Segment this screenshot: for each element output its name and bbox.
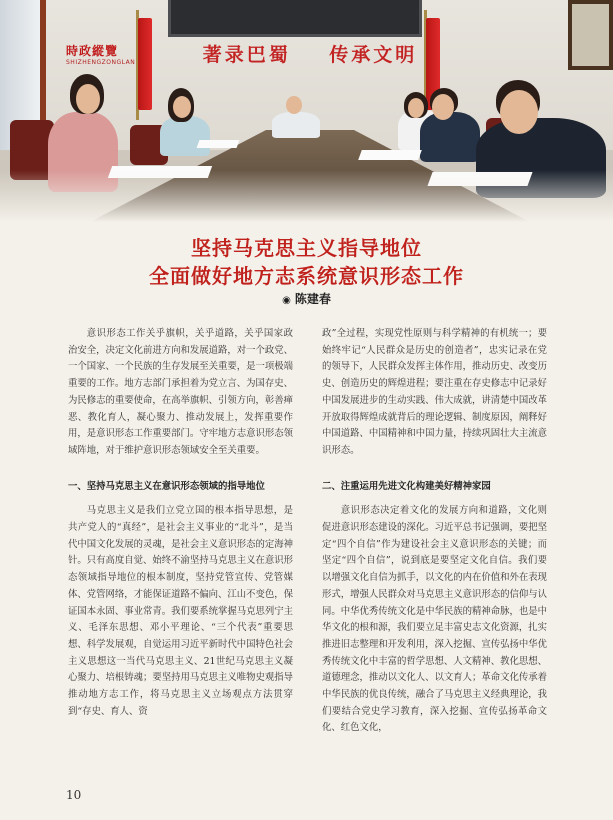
display-screen [168, 0, 422, 37]
left-column [68, 326, 293, 720]
attendee [272, 112, 320, 138]
attendee-head [76, 84, 100, 114]
header-photo [0, 0, 613, 222]
right-column [322, 326, 547, 737]
bullet-icon: ◉ [282, 295, 291, 306]
masthead-title: 時政縱覽 [66, 44, 119, 58]
section-2-paragraph: 意识形态决定着文化的发展方向和道路，文化则促进意识形态建设的深化。习近平总书记强调，要把坚定“四个自信”作为建设社会主义意识形态的关键；而坚定“四个自信”，说到底是要坚定文化自信。我们要以增强文化自信为抓手，以文化的内在价值和外在表现形式，增强人民群众对马克思主义意识形态的信仰与认同。中华优秀传统文化是中华民族的精神命脉，也是中华文化的根和源，我们要立足丰富史志文化资源，扎实推进旧志整理和开发利用，深入挖掘、宣传弘扬中华优秀传统文化中丰富的哲学思想、人文精神、教化思想、道德理念，推动以文化人、以文育人；革命文化传承着中华民族的优良传统，融合了马克思主义经典理论，我们要结合党史学习教育，深入挖掘、宣传弘扬革命文化、红色文化， [322, 505, 548, 734]
attendee-head [286, 96, 302, 114]
author-name: 陈建春 [294, 292, 331, 306]
article-title-line1: 坚持马克思主义指导地位 [191, 236, 422, 260]
attendee-head [500, 90, 538, 134]
attendee-head [432, 94, 454, 120]
section-heading-2: 二、注重运用先进文化构建美好精神家园 [322, 480, 491, 492]
wall-slogan: 著录巴蜀 传承文明 [202, 44, 418, 66]
attendee [160, 116, 210, 156]
attendee [420, 112, 480, 162]
wall-painting [568, 0, 613, 70]
page-number: 10 [66, 788, 82, 802]
section-1-paragraph: 马克思主义是我们立党立国的根本指导思想，是共产党人的“真经”，是社会主义事业的“北斗”，是当代中国文化发展的灵魂，是社会主义意识形态的定海神针。只有高度自觉、始终不渝坚持马克思主义在意识形态领域指导地位的根本制度，坚持党管宣传、党管媒体、党管网络，才能保证道路不偏向、江山不变色，保证国本永固、事业常青。我们要系统掌握马克思列宁主义、毛泽东思想、邓小平理论、“三个代表”重要思想、科学发展观，自觉运用习近平新时代中国特色社会主义思想这一当代马克思主义、21世纪马克思主义凝心聚力、培根铸魂；要坚持用马克思主义唯物史观指导推动地方志工作，将马克思主义立场观点方法贯穿到“存史、育人、资 [68, 505, 294, 717]
article-title-line2: 全面做好地方志系统意识形态工作 [149, 264, 464, 288]
intro-paragraph: 意识形态工作关乎旗帜，关乎道路，关乎国家政治安全，决定文化前进方向和发展道路，对一个政党、一个国家、一个民族的生存发展至关重要，是一项极端重要的工作。地方志部门承担着为党立言、为国存史、为民修志的重要使命，在高举旗帜、引领方向，彰善瘅恶、教化育人，凝心聚力、推动发展上，发挥重要作用，是意识形态工作重要部门。守牢地方志意识形态领域阵地，对于维护意识形态领域安全至关重要。 [68, 328, 294, 456]
document-paper [197, 140, 240, 148]
attendee-head [408, 98, 424, 118]
masthead [66, 42, 136, 66]
photo-fade [0, 170, 613, 222]
document-paper [358, 150, 422, 160]
continued-paragraph: 政”全过程，实现党性原则与科学精神的有机统一；要始终牢记“人民群众是历史的创造者”，忠实记录在党的领导下，人民群众发挥主体作用，推动历史、改变历史、创造历史的辉煌进程；要注重在存史修志中记录好中国发展进步的生动实践、伟大成就，讲清楚中国改革开放取得辉煌成就背后的理论逻辑、制度原因，阐释好中国道路、中国精神和中国力量，持续巩固壮大主流意识形态。 [322, 328, 548, 456]
masthead-subtitle: SHIZHENGZONGLAN [66, 59, 136, 66]
attendee-head [173, 96, 191, 118]
author-byline [0, 290, 613, 307]
section-heading-1: 一、坚持马克思主义在意识形态领域的指导地位 [68, 480, 265, 492]
